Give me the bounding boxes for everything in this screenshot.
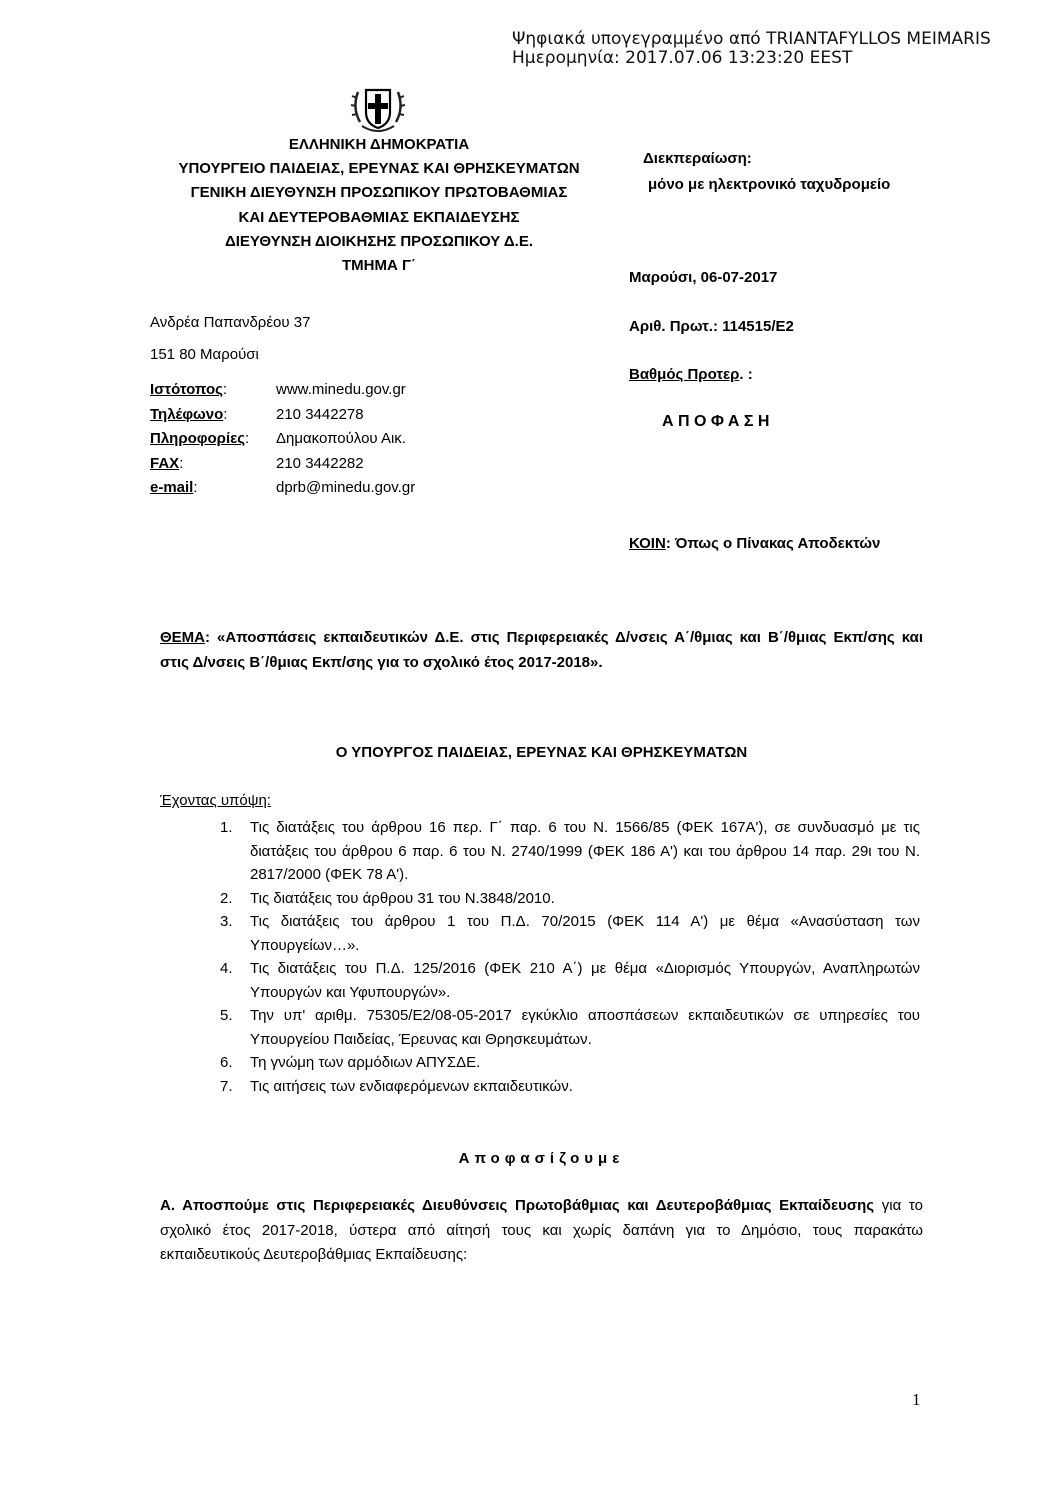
item-number: 7. [220, 1077, 233, 1095]
item-text: Τη γνώμη των αρμόδιων ΑΠΥΣΔΕ. [250, 1054, 481, 1071]
signature-line-1: Ψηφιακά υπογεγραμμένο από TRIANTAFYLLOS MEIMARIS [512, 29, 991, 49]
item-text: Τις διατάξεις του άρθρου 1 του Π.Δ. 70/2015 (ΦΕΚ 114 Α') με θέμα «Ανασύσταση των Υπουργείων…». [250, 913, 920, 954]
priority-label: Βαθμός Προτερ [629, 366, 740, 383]
list-item [160, 887, 920, 911]
contact-label: FAX [150, 454, 180, 472]
header-line: ΚΑΙ ΔΕΥΤΕΡΟΒΑΘΜΙΑΣ ΕΚΠΑΙΔΕΥΣΗΣ [238, 208, 520, 226]
koin [629, 535, 880, 552]
considering-heading: Έχοντας υπόψη: [160, 792, 271, 809]
contact-website[interactable]: www.minedu.gov.gr [276, 381, 406, 398]
contact-phone: 210 3442278 [276, 405, 364, 423]
contact-row [150, 476, 415, 501]
subject-label: ΘΕΜΑ [160, 629, 205, 646]
contact-info: Δημακοπούλου Αικ. [276, 430, 406, 447]
paragraph-a-text: για το σχολικό έτος 2017-2018, ύστερα από αίτησή τους και χωρίς δαπάνη για το Δημόσιο, τους παρακάτω εκπαιδευτικούς Δευτεροβάθμιας Εκπαίδευσης: [160, 1197, 923, 1263]
list-item [160, 1004, 920, 1051]
priority-rest: . : [739, 366, 753, 383]
paragraph-a [160, 1194, 923, 1268]
contact-label: Ιστότοπος [150, 381, 223, 398]
contact-sep: : [223, 405, 228, 423]
page-number: 1 [912, 1390, 921, 1409]
priority [629, 366, 753, 383]
decide-heading: Αποφασίζουμε [458, 1150, 625, 1167]
contact-row [150, 403, 415, 428]
list-item [160, 816, 920, 887]
list-item [160, 1075, 920, 1099]
list-item [160, 1051, 920, 1075]
digital-signature [512, 30, 991, 68]
item-number: 6. [220, 1054, 233, 1071]
subject-text: : «Αποσπάσεις εκπαιδευτικών Δ.Ε. στις Περιφερειακές Δ/νσεις Α΄/θμιας και Β΄/θμιας Εκπ/σης και στις Δ/νσεις Β΄/θμιας Εκπ/σης για το σχολικό έτος 2017-2018». [160, 629, 923, 671]
greek-emblem-icon [348, 78, 408, 138]
koin-label: ΚΟΙΝ [629, 535, 666, 552]
ministry-header [130, 133, 628, 278]
contact-row [150, 427, 415, 452]
contact-label: Πληροφορίες [150, 430, 246, 447]
contact-sep: : [222, 381, 228, 398]
subject [160, 625, 923, 675]
address-city: 151 80 Μαρούσι [150, 346, 259, 363]
processing-label: Διεκπεραίωση: [643, 150, 752, 167]
protocol-number: Αριθ. Πρωτ.: 114515/Ε2 [629, 318, 794, 335]
date-line: Μαρούσι, 06-07-2017 [629, 269, 778, 286]
paragraph-a-lead: Α. Αποσπούμε στις Περιφερειακές Διευθύνσεις Πρωτοβάθμιας και Δευτεροβάθμιας Εκπαίδευσης [160, 1197, 875, 1214]
item-text: Τις διατάξεις του Π.Δ. 125/2016 (ΦΕΚ 210 Α΄) με θέμα «Διορισμός Υπουργών, Αναπληρωτών Υπουργών και Υφυπουργών». [250, 960, 920, 1001]
item-number: 3. [220, 913, 233, 930]
contact-list [150, 378, 415, 501]
signature-line-2: Ημερομηνία: 2017.07.06 13:23:20 EEST [512, 48, 853, 68]
contact-label: Τηλέφωνο [150, 405, 224, 423]
header-line: ΔΙΕΥΘΥΝΣΗ ΔΙΟΙΚΗΣΗΣ ΠΡΟΣΩΠΙΚΟΥ Δ.Ε. [224, 232, 534, 250]
item-text: Τις διατάξεις του άρθρου 16 περ. Γ΄ παρ. 6 του Ν. 1566/85 (ΦΕΚ 167Α'), σε συνδυασμό με τις διατάξεις του άρθρου 6 παρ. 6 του Ν. 2740/1999 (ΦΕΚ 186 Α') και του άρθρου 14 παρ. 29ι του Ν. 2817/2000 (ΦΕΚ 78 Α'). [250, 819, 920, 883]
contact-sep: : [245, 430, 250, 447]
contact-row [150, 378, 415, 403]
processing-value: μόνο με ηλεκτρονικό ταχυδρομείο [648, 176, 891, 193]
contact-sep: : [179, 454, 184, 472]
koin-text: : Όπως ο Πίνακας Αποδεκτών [665, 535, 881, 552]
contact-label: e-mail [150, 479, 194, 496]
item-text: Τις αιτήσεις των ενδιαφερόμενων εκπαιδευτικών. [250, 1077, 573, 1095]
considerations-list [160, 816, 920, 1098]
item-text: Την υπ' αριθμ. 75305/Ε2/08-05-2017 εγκύκλιο αποσπάσεων εκπαιδευτικών σε υπηρεσίες του Υπουργείου Παιδείας, Έρευνας και Θρησκευμάτων. [250, 1007, 920, 1048]
header-line: ΓΕΝΙΚΗ ΔΙΕΥΘΥΝΣΗ ΠΡΟΣΩΠΙΚΟΥ ΠΡΩΤΟΒΑΘΜΙΑΣ [190, 184, 568, 202]
contact-fax: 210 3442282 [276, 454, 364, 472]
document-type: Α Π Ο Φ Α Σ Η [662, 413, 770, 430]
minister-title: Ο ΥΠΟΥΡΓΟΣ ΠΑΙΔΕΙΑΣ, ΕΡΕΥΝΑΣ ΚΑΙ ΘΡΗΣΚΕΥΜΑΤΩΝ [335, 744, 748, 761]
contact-row [150, 452, 415, 477]
item-number: 5. [220, 1007, 233, 1024]
header-line: ΥΠΟΥΡΓΕΙΟ ΠΑΙΔΕΙΑΣ, ΕΡΕΥΝΑΣ ΚΑΙ ΘΡΗΣΚΕΥΜΑΤΩΝ [178, 160, 580, 178]
contact-sep: : [193, 479, 198, 496]
item-number: 1. [220, 819, 233, 836]
header-line: ΤΜΗΜΑ Γ΄ [342, 257, 416, 275]
list-item [160, 957, 920, 1004]
header-line: ΕΛΛΗΝΙΚΗ ΔΗΜΟΚΡΑΤΙΑ [288, 136, 470, 153]
contact-email[interactable]: dprb@minedu.gov.gr [276, 479, 416, 496]
item-text: Τις διατάξεις του άρθρου 31 του Ν.3848/2010. [250, 889, 555, 907]
list-item [160, 910, 920, 957]
item-number: 2. [220, 889, 233, 907]
address-street: Ανδρέα Παπανδρέου 37 [150, 314, 311, 331]
item-number: 4. [220, 960, 233, 977]
